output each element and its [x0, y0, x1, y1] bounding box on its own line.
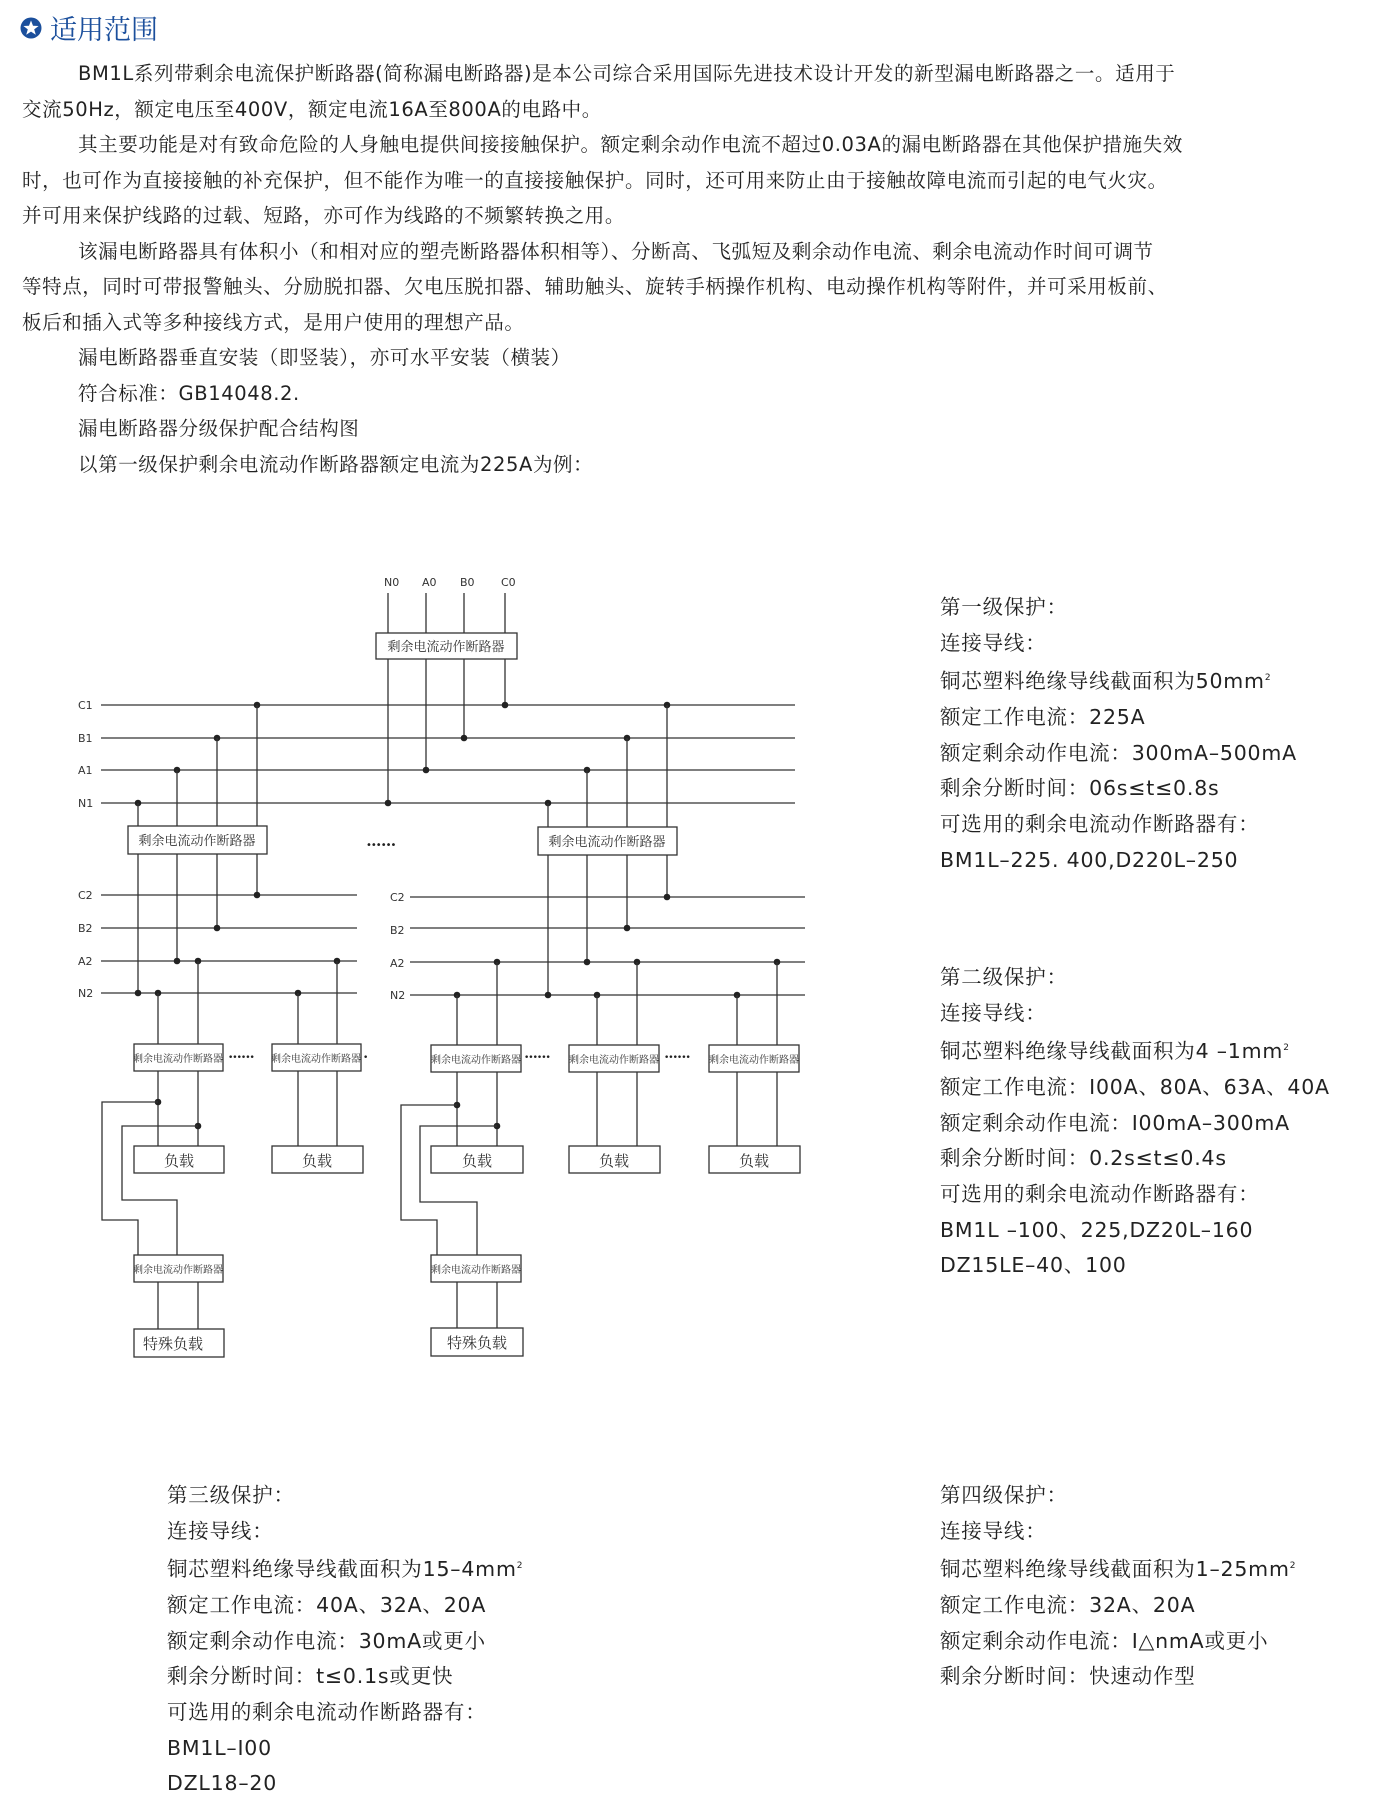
ellipsis-dots: • — [363, 1053, 369, 1063]
spec-options: DZ15LE–40、100 — [940, 1253, 1127, 1278]
bus-label: A2 — [390, 957, 405, 970]
intro-p3-line1: 该漏电断路器具有体积小（和相对应的塑壳断路器体积相等）、分断高、飞弧短及剩余动作电流、剩余电流动作时间可调节 — [78, 239, 1154, 263]
breaker-label: 剩余电流动作断路器 — [431, 1055, 521, 1066]
spec-options-title: 可选用的剩余电流动作断路器有： — [940, 812, 1260, 837]
intro-p2-line3: 并可用来保护线路的过载、短路，亦可作为线路的不频繁转换之用。 — [22, 204, 626, 227]
bus-label: B2 — [78, 922, 93, 935]
bus-label: B2 — [390, 924, 405, 937]
intro-p2-line2: 时，也可作为直接接触的补充保护，但不能作为唯一的直接接触保护。同时，还可用来防止由于接触故障电流而引起的电气火灾。 — [22, 168, 1168, 192]
spec-current: 额定工作电流：I00A、80A、63A、40A — [940, 1074, 1330, 1099]
spec-level4 — [940, 1478, 1296, 1695]
spec-conn: 连接导线： — [167, 1518, 274, 1543]
terminal-label: N0 — [384, 576, 400, 589]
intro-standard: 符合标准：GB14048.2. — [78, 381, 300, 405]
breaker-label: 剩余电流动作断路器 — [569, 1055, 659, 1066]
spec-options: DZL18–20 — [167, 1771, 278, 1796]
bus-label: B1 — [78, 732, 93, 745]
spec-options: BM1L –100、225,DZ20L–160 — [940, 1217, 1254, 1242]
bus-label: N2 — [78, 987, 94, 1000]
spec-residual: 额定剩余动作电流：I00mA–300mA — [940, 1110, 1290, 1135]
breaker-label: 剩余电流动作断路器 — [431, 1265, 521, 1276]
bus-label: A1 — [78, 764, 93, 777]
spec-title: 第二级保护： — [940, 965, 1068, 989]
load-label: 负载 — [461, 1152, 493, 1170]
special-load-label: 特殊负载 — [446, 1334, 508, 1352]
ellipsis-dots: •••••• — [228, 1053, 254, 1063]
terminal-label: B0 — [460, 576, 475, 589]
spec-time: 剩余分断时间：t≤0.1s或更快 — [167, 1664, 454, 1689]
spec-time: 剩余分断时间：06s≤t≤0.8s — [940, 776, 1220, 801]
spec-level2 — [940, 960, 1330, 1284]
bus-label: N1 — [78, 797, 94, 810]
ellipsis-dots: •••••• — [366, 840, 396, 851]
terminal-label: C0 — [501, 576, 516, 589]
spec-level3 — [167, 1478, 523, 1802]
load-label: 负载 — [738, 1152, 770, 1170]
spec-time: 剩余分断时间：快速动作型 — [940, 1664, 1196, 1689]
spec-title: 第四级保护： — [940, 1483, 1068, 1507]
spec-options-title: 可选用的剩余电流动作断路器有： — [167, 1700, 487, 1725]
star-badge-icon — [20, 17, 42, 39]
spec-residual: 额定剩余动作电流：30mA或更小 — [167, 1628, 486, 1653]
spec-options-title: 可选用的剩余电流动作断路器有： — [940, 1182, 1260, 1207]
spec-wire: 铜芯塑料绝缘导线截面积为$50mm^2$ — [940, 669, 1272, 694]
breaker-label: 剩余电流动作断路器 — [387, 640, 505, 655]
intro-p1-line1: BM1L系列带剩余电流保护断路器(简称漏电断路器)是本公司综合采用国际先进技术设计开发的新型漏电断路器之一。适用于 — [78, 62, 1176, 85]
protection-diagram — [0, 540, 830, 1370]
spec-conn: 连接导线： — [940, 1000, 1047, 1025]
ellipsis-dots: •••••• — [664, 1053, 690, 1063]
spec-options: BM1L–I00 — [167, 1735, 272, 1760]
bus-label: A2 — [78, 955, 93, 968]
intro-install: 漏电断路器垂直安装（即竖装），亦可水平安装（横装） — [78, 346, 571, 369]
section-title-text: 适用范围 — [50, 15, 158, 46]
breaker-label: 剩余电流动作断路器 — [548, 835, 666, 850]
ellipsis-dots: •••••• — [524, 1053, 550, 1063]
breaker-label: 剩余电流动作断路器 — [709, 1055, 799, 1066]
intro-text — [22, 56, 1387, 482]
spec-time: 剩余分断时间：0.2s≤t≤0.4s — [940, 1146, 1227, 1171]
spec-conn: 连接导线： — [940, 630, 1047, 655]
spec-level1 — [940, 590, 1297, 878]
bus-label: C2 — [390, 891, 405, 904]
spec-residual: 额定剩余动作电流：I△nmA或更小 — [940, 1628, 1269, 1653]
intro-diagram-title: 漏电断路器分级保护配合结构图 — [78, 417, 360, 440]
spec-wire: 铜芯塑料绝缘导线截面积为$1-25mm^2$ — [940, 1557, 1297, 1582]
spec-options: BM1L–225. 400,D220L–250 — [940, 847, 1239, 872]
spec-wire: 铜芯塑料绝缘导线截面积为4 $-1mm^2$ — [940, 1039, 1290, 1064]
spec-residual: 额定剩余动作电流：300mA–500mA — [940, 740, 1297, 765]
spec-current: 额定工作电流：32A、20A — [940, 1592, 1196, 1617]
breaker-label: 剩余电流动作断路器 — [133, 1265, 223, 1276]
intro-p3-line3: 板后和插入式等多种接线方式，是用户使用的理想产品。 — [22, 310, 525, 334]
intro-example: 以第一级保护剩余电流动作断路器额定电流为225A为例： — [78, 452, 594, 476]
intro-p2-line1: 其主要功能是对有致命危险的人身触电提供间接接触保护。额定剩余动作电流不超过0.03A的漏电断路器在其他保护措施失效 — [78, 133, 1183, 156]
spec-current: 额定工作电流：225A — [940, 704, 1146, 729]
special-load-label: 特殊负载 — [142, 1335, 204, 1353]
spec-title: 第三级保护： — [167, 1483, 295, 1507]
breaker-label: 剩余电流动作断路器 — [133, 1054, 223, 1065]
spec-wire: 铜芯塑料绝缘导线截面积为$15-4mm^2$ — [167, 1557, 524, 1582]
spec-conn: 连接导线： — [940, 1518, 1047, 1543]
load-label: 负载 — [163, 1152, 195, 1170]
spec-title: 第一级保护： — [940, 595, 1068, 619]
breaker-label: 剩余电流动作断路器 — [138, 834, 256, 849]
terminal-label: A0 — [422, 576, 437, 589]
load-label: 负载 — [301, 1152, 333, 1170]
bus-label: C1 — [78, 699, 93, 712]
section-title — [20, 8, 158, 47]
intro-p3-line2: 等特点，同时可带报警触头、分励脱扣器、欠电压脱扣器、辅助触头、旋转手柄操作机构、电动操作机构等附件，并可采用板前、 — [22, 275, 1168, 298]
load-label: 负载 — [598, 1152, 630, 1170]
breaker-label: 剩余电流动作断路器 — [271, 1054, 361, 1065]
bus-label: N2 — [390, 989, 406, 1002]
bus-label: C2 — [78, 889, 93, 902]
spec-current: 额定工作电流：40A、32A、20A — [167, 1592, 487, 1617]
intro-p1-line2: 交流50Hz，额定电压至400V，额定电流16A至800A的电路中。 — [22, 97, 602, 121]
